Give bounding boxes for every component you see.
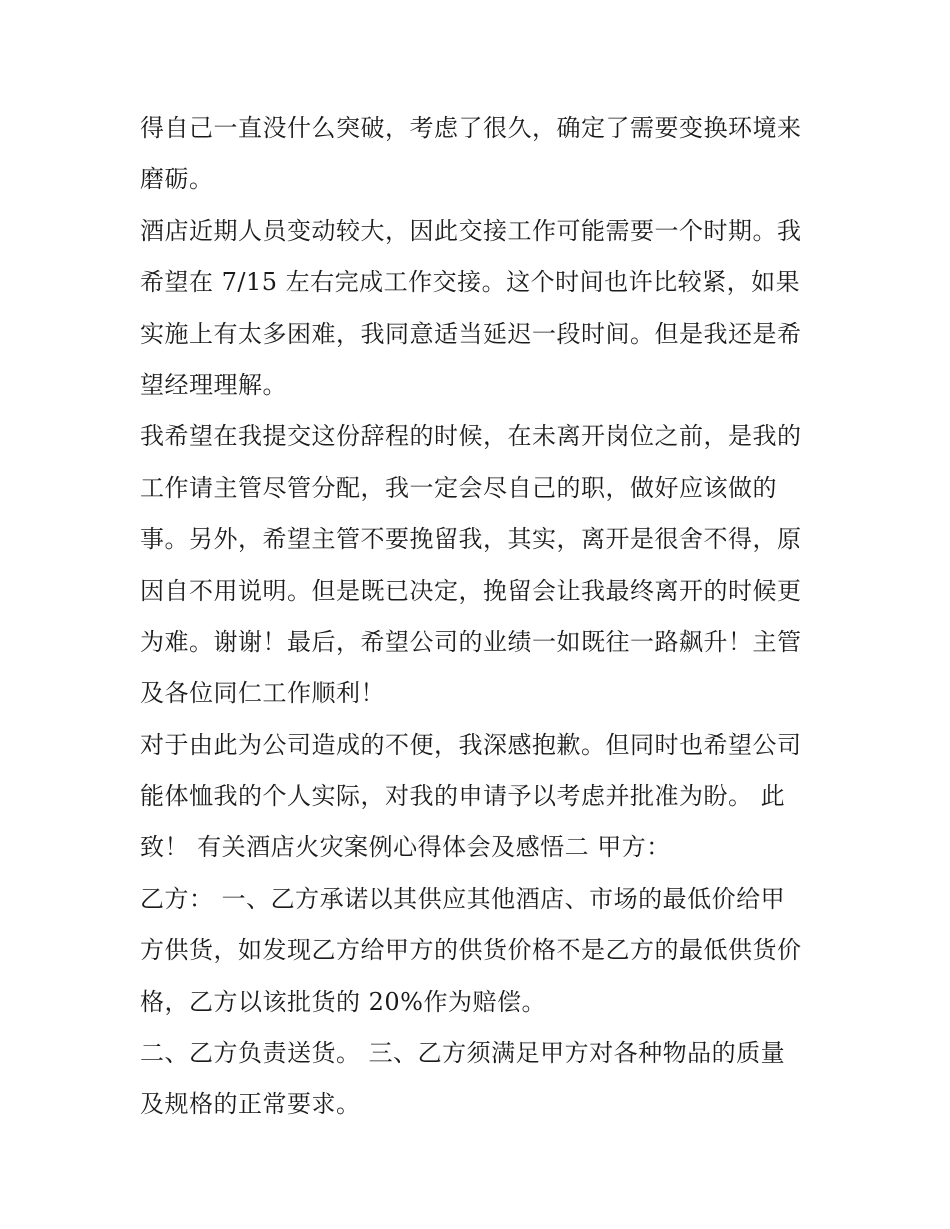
text-line: 酒店近期人员变动较大，因此交接工作可能需要一个时期。我: [140, 216, 802, 245]
text-line: 方供货，如发现乙方给甲方的供货价格不是乙方的最低供货价: [140, 936, 802, 965]
text-line: 及规格的正常要求。: [140, 1090, 361, 1119]
text-line: 及各位同仁工作顺利！: [140, 679, 385, 708]
text-line: 为难。谢谢！最后，希望公司的业绩一如既往一路飙升！主管: [140, 627, 802, 656]
text-line: 因自不用说明。但是既已决定，挽留会让我最终离开的时候更: [140, 576, 802, 605]
text-line: 磨砺。: [140, 165, 214, 194]
text-line: 致！ 有关酒店火灾案例心得体会及感悟二 甲方：: [140, 833, 671, 862]
text-line: 望经理理解。: [140, 370, 287, 399]
text-line: 对于由此为公司造成的不便，我深感抱歉。但同时也希望公司: [140, 730, 802, 759]
text-line: 乙方： 一、乙方承诺以其供应其他酒店、市场的最低价给甲: [140, 884, 786, 913]
text-line: 希望在 7/15 左右完成工作交接。这个时间也许比较紧，如果: [140, 268, 801, 297]
text-line: 能体恤我的个人实际，对我的申请予以考虑并批准为盼。 此: [140, 782, 786, 811]
text-line: 工作请主管尽管分配，我一定会尽自己的职，做好应该做的: [140, 473, 777, 502]
text-line: 得自己一直没什么突破，考虑了很久，确定了需要变换环境来: [140, 114, 802, 142]
text-line: 二、乙方负责送货。 三、乙方须满足甲方对各种物品的质量: [140, 1039, 786, 1068]
document-body: [140, 103, 820, 1131]
text-line: 我希望在我提交这份辞程的时候，在未离开岗位之前，是我的: [140, 422, 802, 451]
text-line: 事。另外，希望主管不要挽留我，其实，离开是很舍不得，原: [140, 525, 802, 554]
text-line: 格，乙方以该批货的 20%作为赔偿。: [140, 987, 546, 1016]
text-line: 实施上有太多困难，我同意适当延迟一段时间。但是我还是希: [140, 319, 802, 348]
